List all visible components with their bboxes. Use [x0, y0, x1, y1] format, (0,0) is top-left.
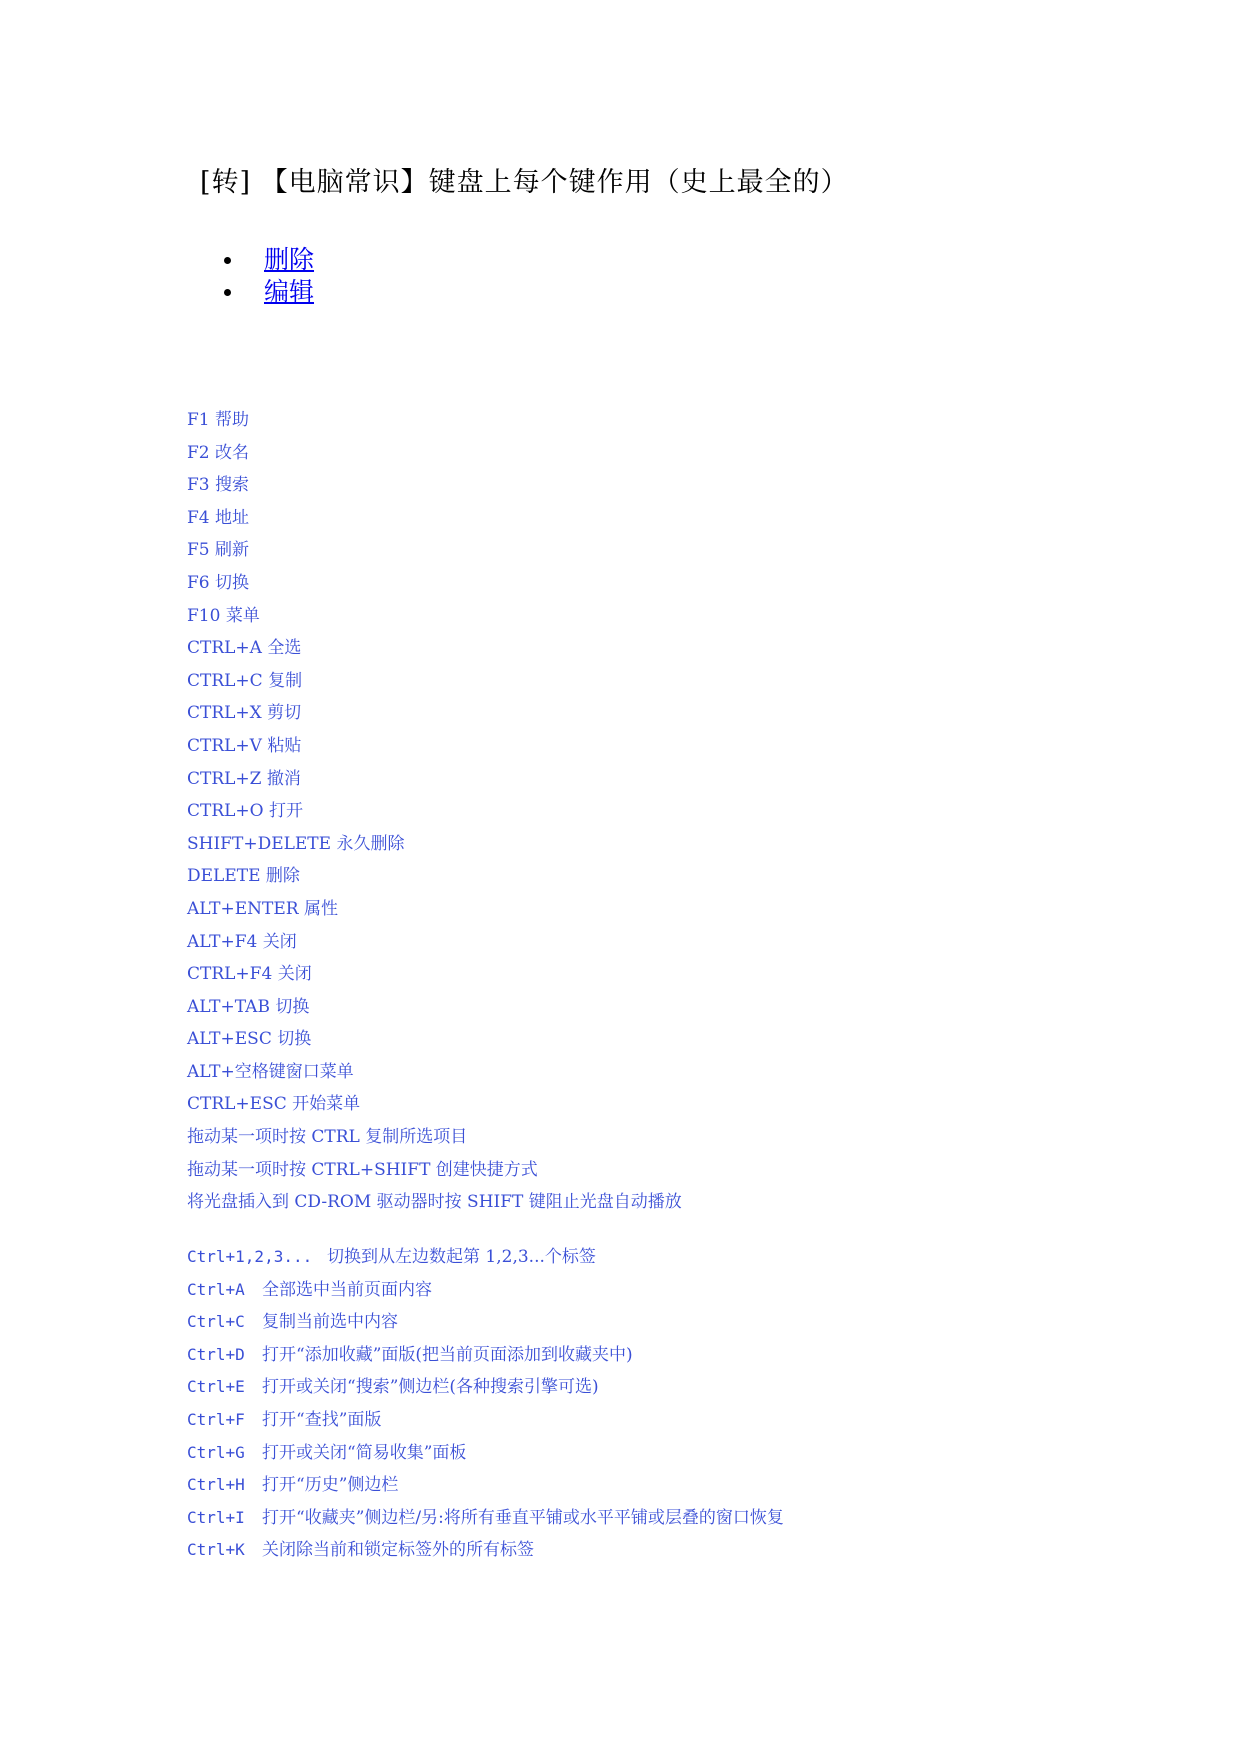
- page-title: [转] 【电脑常识】键盘上每个键作用（史上最全的）: [200, 167, 849, 198]
- shortcut-list: [187, 404, 682, 1219]
- shortcut-item: CTRL+O 打开: [187, 801, 304, 822]
- browser-shortcut-item: [187, 1469, 784, 1502]
- shortcut-key: Ctrl+H: [187, 1475, 245, 1495]
- browser-shortcut-item: [187, 1339, 784, 1372]
- shortcut-item: CTRL+X 剪切: [187, 703, 302, 724]
- shortcut-item: F10 菜单: [187, 605, 260, 626]
- browser-shortcut-item: [187, 1502, 784, 1535]
- shortcut-desc: 切换到从左边数起第 1,2,3...个标签: [327, 1247, 596, 1267]
- shortcut-item: 将光盘插入到 CD-ROM 驱动器时按 SHIFT 键阻止光盘自动播放: [187, 1192, 682, 1213]
- shortcut-key: Ctrl+E: [187, 1377, 245, 1397]
- shortcut-item: F4 地址: [187, 507, 250, 528]
- shortcut-key: Ctrl+C: [187, 1312, 245, 1332]
- shortcut-item: F5 刷新: [187, 540, 250, 561]
- shortcut-desc: 关闭除当前和锁定标签外的所有标签: [262, 1540, 534, 1561]
- shortcut-key: Ctrl+I: [187, 1507, 245, 1527]
- shortcut-item: CTRL+A 全选: [187, 638, 302, 659]
- shortcut-item: ALT+F4 关闭: [187, 931, 297, 952]
- shortcut-desc: 打开“历史”侧边栏: [262, 1475, 399, 1496]
- shortcut-item: DELETE 删除: [187, 866, 300, 887]
- shortcut-item: F3 搜索: [187, 475, 250, 496]
- shortcut-desc: 复制当前选中内容: [262, 1312, 398, 1333]
- shortcut-key: Ctrl+A: [187, 1279, 245, 1299]
- browser-shortcut-item: [187, 1404, 784, 1437]
- bullet-icon: [224, 289, 231, 296]
- browser-shortcut-item: [187, 1306, 784, 1339]
- shortcut-key: Ctrl+D: [187, 1344, 245, 1364]
- shortcut-item: ALT+ENTER 属性: [187, 898, 338, 919]
- shortcut-key: Ctrl+F: [187, 1409, 245, 1429]
- browser-shortcut-list: [187, 1241, 784, 1567]
- browser-shortcut-item: [187, 1534, 784, 1567]
- list-item: [220, 244, 314, 276]
- shortcut-item: F1 帮助: [187, 410, 250, 430]
- shortcut-item: ALT+TAB 切换: [187, 996, 310, 1017]
- shortcut-item: CTRL+C 复制: [187, 670, 303, 691]
- shortcut-desc: 打开“添加收藏”面版(把当前页面添加到收藏夹中): [262, 1344, 633, 1365]
- browser-shortcut-item: [187, 1437, 784, 1470]
- edit-link[interactable]: 编辑: [264, 277, 315, 306]
- shortcut-item: 拖动某一项时按 CTRL 复制所选项目: [187, 1127, 468, 1148]
- list-item: [220, 276, 314, 308]
- shortcut-key: Ctrl+1,2,3...: [187, 1247, 313, 1266]
- shortcut-desc: 打开或关闭“搜索”侧边栏(各种搜索引擎可选): [262, 1377, 599, 1398]
- shortcut-item: ALT+ESC 切换: [187, 1029, 312, 1050]
- browser-shortcut-item: [187, 1274, 784, 1307]
- shortcut-desc: 打开“收藏夹”侧边栏/另:将所有垂直平铺或水平平铺或层叠的窗口恢复: [262, 1507, 784, 1528]
- shortcut-key: Ctrl+G: [187, 1442, 245, 1462]
- shortcut-desc: 打开“查找”面版: [262, 1409, 382, 1430]
- delete-link[interactable]: 删除: [264, 245, 315, 274]
- shortcut-item: F2 改名: [187, 442, 250, 463]
- action-list: [220, 244, 314, 308]
- browser-shortcut-item: [187, 1241, 784, 1274]
- shortcut-desc: 打开或关闭“简易收集”面板: [262, 1442, 467, 1463]
- browser-shortcut-item: [187, 1371, 784, 1404]
- shortcut-item: CTRL+Z 撤消: [187, 768, 301, 789]
- shortcut-item: 拖动某一项时按 CTRL+SHIFT 创建快捷方式: [187, 1159, 538, 1180]
- bullet-icon: [224, 257, 231, 264]
- shortcut-item: F6 切换: [187, 572, 250, 593]
- shortcut-item: ALT+空格键窗口菜单: [187, 1061, 354, 1082]
- shortcut-item: CTRL+ESC 开始菜单: [187, 1094, 361, 1115]
- shortcut-item: SHIFT+DELETE 永久删除: [187, 833, 405, 854]
- shortcut-item: CTRL+F4 关闭: [187, 964, 312, 985]
- shortcut-item: CTRL+V 粘贴: [187, 735, 302, 756]
- shortcut-key: Ctrl+K: [187, 1540, 245, 1560]
- shortcut-desc: 全部选中当前页面内容: [262, 1279, 432, 1300]
